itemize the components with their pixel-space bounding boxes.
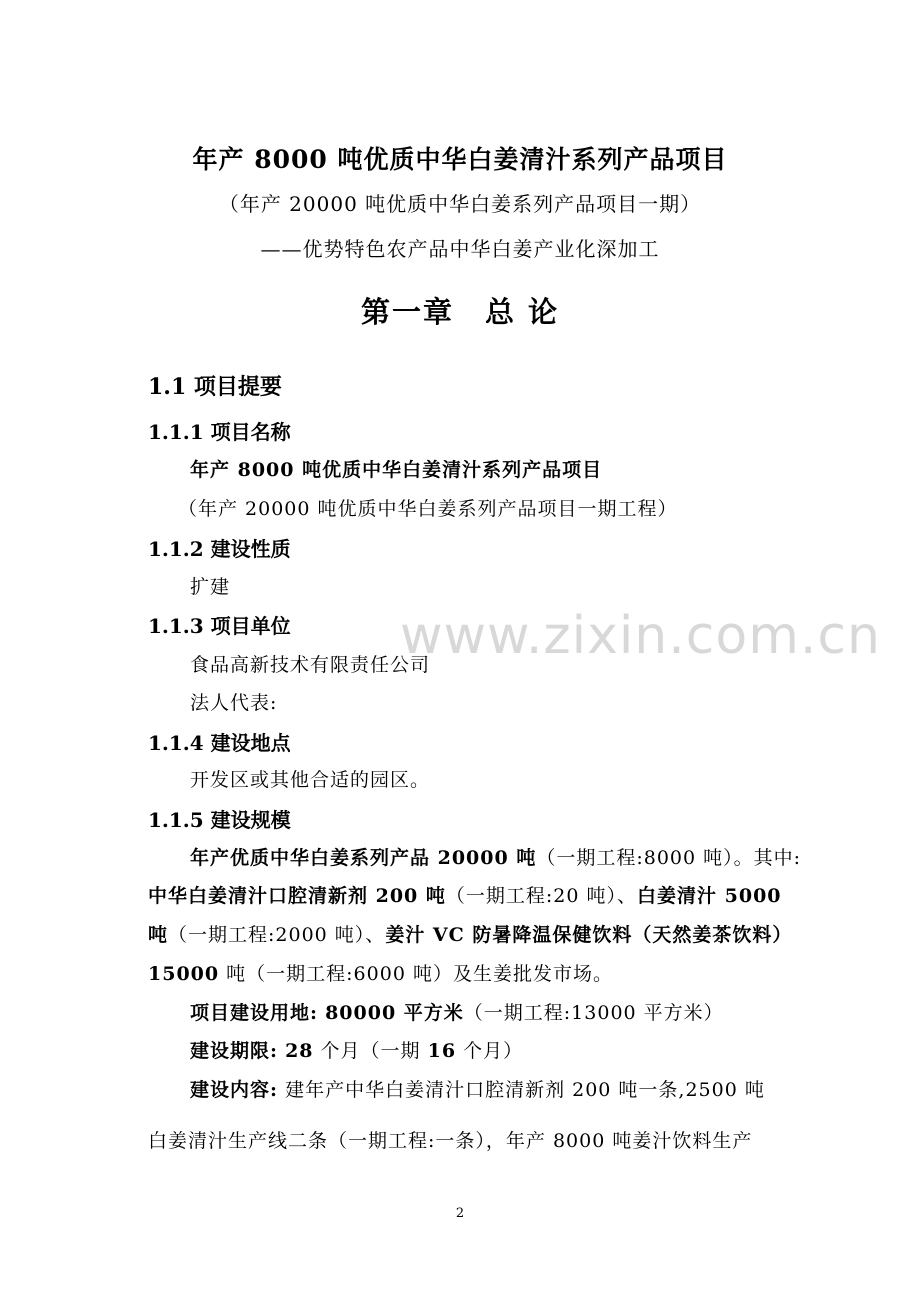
document-title: 年产 8000 吨优质中华白姜清汁系列产品项目 [192, 145, 728, 174]
project-name-line: 年产 8000 吨优质中华白姜清汁系列产品项目 [190, 459, 603, 481]
page-number: 2 [455, 1206, 465, 1221]
legal-representative-text: 法人代表: [190, 692, 278, 714]
project-unit-text: 食品高新技术有限责任公司 [190, 654, 431, 676]
land-use-line [190, 998, 724, 1025]
section-heading-1-1-5: 1.1.5 建设规模 [148, 808, 291, 832]
section-heading-1-1: 1.1 项目提要 [148, 374, 282, 400]
document-subtitle-theme: ——优势特色农产品中华白姜产业化深加工 [260, 237, 660, 261]
construction-period-line [190, 1036, 523, 1063]
scale-paragraph-line-3 [148, 920, 792, 947]
product-mouth-freshener: 中华白姜清汁口腔清新剂 200 吨 [148, 885, 446, 907]
product-ginger-juice: 白姜清汁 5000 [637, 885, 782, 907]
construction-content-line-1 [190, 1075, 765, 1102]
scale-paragraph-line-4 [148, 959, 613, 986]
section-heading-1-1-2: 1.1.2 建设性质 [148, 537, 291, 561]
land-use-area: 80000 平方米 [325, 1002, 464, 1024]
scale-paragraph-line-1 [190, 843, 801, 870]
section-heading-1-1-1: 1.1.1 项目名称 [148, 420, 291, 444]
scale-phase-text: （一期工程:8000 吨）。其中: [536, 847, 802, 869]
product-mouth-freshener-phase: （一期工程:20 吨）、 [445, 885, 638, 907]
project-name-phase-line: （年产 20000 吨优质中华白姜系列产品项目一期工程） [178, 498, 678, 520]
watermark: www.zixin.com.cn [400, 606, 881, 666]
construction-content-label: 建设内容: [190, 1079, 279, 1101]
construction-period-total: 28 [285, 1040, 314, 1062]
land-use-label: 项目建设用地: [190, 1002, 319, 1024]
construction-period-phase-one: 16 [427, 1040, 457, 1062]
scale-paragraph-line-2 [148, 881, 782, 908]
product-ginger-juice-unit: 吨 [148, 924, 169, 946]
section-heading-1-1-3: 1.1.3 项目单位 [148, 614, 291, 638]
construction-period-phase-months: 个月） [456, 1040, 524, 1062]
construction-period-months: 个月（一期 [313, 1040, 428, 1062]
product-ginger-drink-amount: 15000 [148, 963, 220, 985]
chapter-heading: 第一章 总 论 [360, 295, 560, 329]
product-ginger-drink-phase: 吨（一期工程:6000 吨）及生姜批发市场。 [219, 963, 613, 985]
land-use-phase: （一期工程:13000 平方米） [463, 1002, 724, 1024]
scale-total-text: 年产优质中华白姜系列产品 20000 吨 [190, 847, 537, 869]
document-subtitle-phase: （年产 20000 吨优质中华白姜系列产品项目一期） [218, 192, 702, 216]
product-ginger-juice-phase: （一期工程:2000 吨）、 [168, 924, 386, 946]
construction-site-text: 开发区或其他合适的园区。 [190, 769, 431, 791]
product-ginger-drink: 姜汁 VC 防暑降温保健饮料（天然姜茶饮料） [385, 924, 793, 946]
section-heading-1-1-4: 1.1.4 建设地点 [148, 731, 291, 755]
construction-nature-text: 扩建 [190, 576, 231, 598]
construction-period-label: 建设期限: [190, 1040, 279, 1062]
construction-content-line-2: 白姜清汁生产线二条（一期工程:一条），年产 8000 吨姜汁饮料生产 [148, 1130, 753, 1152]
construction-content-text: 建年产中华白姜清汁口腔清新剂 200 吨一条,2500 吨 [285, 1079, 765, 1101]
